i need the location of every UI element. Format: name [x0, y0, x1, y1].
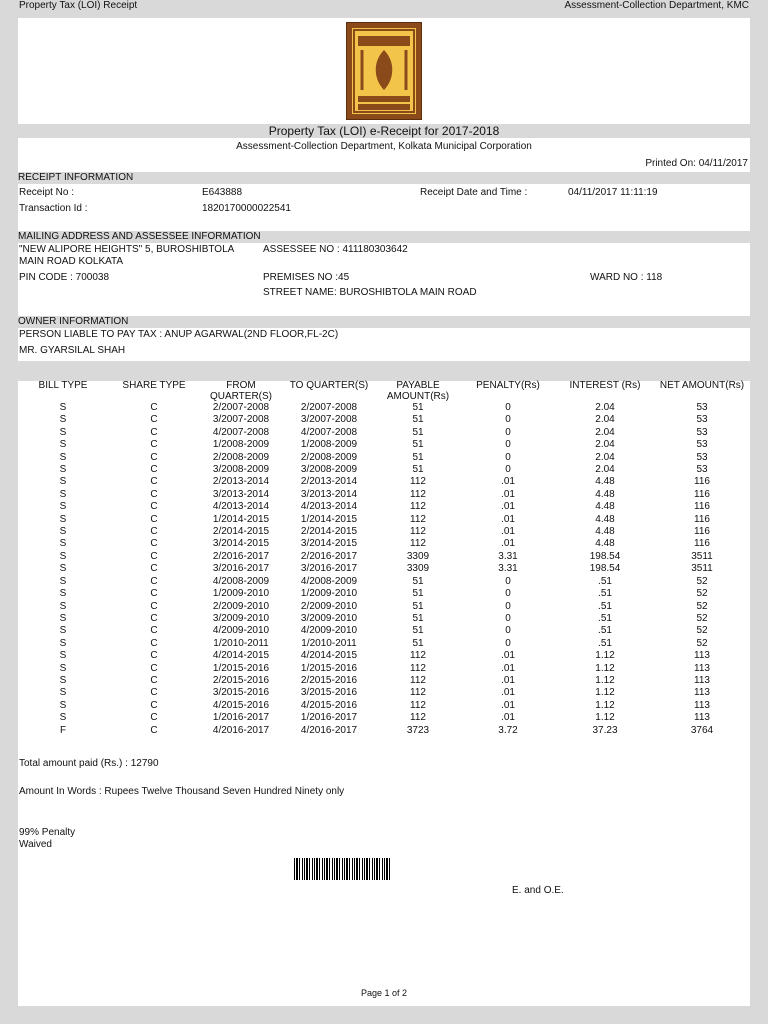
table-cell: 112: [410, 526, 426, 538]
table-row: [18, 452, 750, 464]
table-cell: 4/2007-2008: [212, 426, 270, 438]
receipt-page: [18, 18, 750, 1006]
table-cell: S: [59, 687, 67, 699]
table-cell: 3/2015-2016: [300, 687, 358, 699]
table-cell: 4.48: [595, 488, 615, 500]
table-row: [18, 538, 750, 550]
table-cell: 0: [505, 439, 511, 451]
table-cell: 2.04: [595, 402, 615, 413]
header-right: Assessment-Collection Department, KMC: [564, 0, 749, 11]
table-row: [18, 476, 750, 488]
table-cell: 51: [412, 451, 424, 463]
table-row: [18, 414, 750, 426]
table-cell: 1/2014-2015: [212, 513, 270, 525]
table-cell: 1/2010-2011: [301, 637, 357, 649]
table-cell: 3/2014-2015: [212, 538, 270, 550]
table-cell: 2/2015-2016: [212, 674, 270, 686]
table-cell: 3/2009-2010: [300, 612, 358, 624]
table-cell: 53: [696, 426, 708, 438]
table-cell: 2/2014-2015: [300, 526, 358, 538]
table-cell: 1.12: [595, 687, 615, 699]
table-cell: S: [59, 612, 67, 624]
table-cell: 4/2009-2010: [212, 625, 270, 637]
table-row: [18, 650, 750, 662]
table-cell: S: [59, 600, 67, 612]
table-cell: 53: [696, 414, 708, 426]
table-cell: 2/2013-2014: [212, 476, 270, 488]
table-cell: 3/2008-2009: [300, 464, 358, 476]
table-cell: S: [59, 501, 67, 513]
table-cell: C: [150, 637, 158, 649]
table-cell: 4.48: [595, 526, 615, 538]
table-cell: 3511: [691, 550, 713, 562]
table-cell: 2/2013-2014: [300, 476, 358, 488]
table-cell: .51: [598, 612, 612, 624]
table-cell: 116: [694, 526, 710, 538]
table-cell: C: [150, 563, 158, 575]
receipt-title: Property Tax (LOI) e-Receipt for 2017-2018: [268, 124, 500, 138]
table-cell: 0: [505, 402, 511, 413]
column-header: PENALTY(Rs): [476, 380, 540, 391]
table-cell: 112: [410, 501, 426, 513]
premises-no: PREMISES NO :45: [263, 272, 350, 283]
table-cell: 113: [694, 687, 710, 699]
table-cell: .01: [501, 476, 515, 488]
table-cell: 2/2015-2016: [300, 674, 358, 686]
table-cell: 1/2014-2015: [300, 513, 358, 525]
table-cell: 51: [412, 402, 424, 413]
table-cell: 4/2007-2008: [300, 426, 358, 438]
table-cell: 2.04: [595, 451, 615, 463]
transaction-id-label: Transaction Id :: [19, 203, 88, 214]
table-row: [18, 687, 750, 699]
table-cell: S: [59, 476, 67, 488]
column-header: FROM QUARTER(S): [209, 380, 273, 402]
table-cell: 2/2007-2008: [300, 402, 358, 413]
e-and-oe: E. and O.E.: [512, 885, 564, 896]
table-cell: 0: [505, 426, 511, 438]
table-cell: S: [59, 637, 67, 649]
table-cell: 3.31: [498, 563, 518, 575]
receipt-no-value: E643888: [202, 187, 243, 198]
table-cell: C: [150, 526, 158, 538]
table-row: [18, 427, 750, 439]
table-cell: 51: [412, 575, 424, 587]
table-cell: C: [150, 612, 158, 624]
table-cell: 1/2009-2010: [300, 588, 358, 600]
table-cell: 0: [505, 451, 511, 463]
table-cell: S: [59, 402, 67, 413]
table-cell: C: [150, 712, 158, 724]
table-cell: 52: [696, 600, 708, 612]
table-cell: 3/2014-2015: [300, 538, 358, 550]
table-cell: C: [150, 488, 158, 500]
table-cell: 1/2009-2010: [212, 588, 270, 600]
table-cell: C: [150, 439, 158, 451]
table-cell: C: [150, 414, 158, 426]
table-cell: 51: [412, 612, 424, 624]
table-cell: C: [150, 575, 158, 587]
table-row: [18, 489, 750, 501]
table-cell: 4/2014-2015: [212, 650, 270, 662]
printed-on: Printed On: 04/11/2017: [645, 158, 748, 169]
table-cell: 4.48: [595, 538, 615, 550]
table-cell: .01: [501, 662, 515, 674]
table-row: [18, 625, 750, 637]
table-cell: 3309: [406, 563, 430, 575]
table-cell: 112: [410, 674, 426, 686]
table-cell: 0: [505, 600, 511, 612]
table-cell: 2/2016-2017: [300, 550, 358, 562]
table-cell: 51: [412, 414, 424, 426]
column-header: TO QUARTER(S): [289, 380, 369, 391]
table-cell: 113: [694, 662, 710, 674]
table-cell: 2/2008-2009: [300, 451, 358, 463]
table-cell: 198.54: [589, 563, 621, 575]
section-receipt-info: RECEIPT INFORMATION: [18, 172, 134, 183]
owner-line-2: MR. GYARSILAL SHAH: [19, 345, 126, 356]
table-cell: 113: [694, 650, 710, 662]
table-cell: C: [150, 451, 158, 463]
table-cell: S: [59, 563, 67, 575]
owner-line-1: PERSON LIABLE TO PAY TAX : ANUP AGARWAL(2ND FLOOR,FL-2C): [19, 329, 339, 340]
table-cell: 116: [694, 488, 710, 500]
table-cell: 2.04: [595, 464, 615, 476]
table-cell: .01: [501, 488, 515, 500]
table-cell: 1.12: [595, 712, 615, 724]
table-cell: 4/2016-2017: [300, 724, 358, 736]
table-cell: 4/2015-2016: [212, 699, 270, 711]
table-cell: 112: [410, 513, 426, 525]
table-cell: 0: [505, 625, 511, 637]
table-cell: S: [59, 526, 67, 538]
table-cell: C: [150, 699, 158, 711]
table-cell: C: [150, 650, 158, 662]
table-cell: 1.12: [595, 699, 615, 711]
table-cell: S: [59, 464, 67, 476]
penalty-note-line-2: Waived: [19, 839, 52, 850]
table-cell: S: [59, 625, 67, 637]
table-cell: 112: [410, 488, 426, 500]
receipt-date-value: 04/11/2017 11:11:19: [568, 187, 658, 198]
table-cell: 53: [696, 451, 708, 463]
table-row: [18, 526, 750, 538]
table-cell: 2/2008-2009: [212, 451, 270, 463]
table-row: [18, 501, 750, 513]
table-cell: C: [150, 426, 158, 438]
table-cell: .01: [501, 501, 515, 513]
table-cell: .01: [501, 699, 515, 711]
table-cell: 112: [410, 699, 426, 711]
table-cell: C: [150, 674, 158, 686]
table-cell: C: [150, 513, 158, 525]
table-cell: 4/2013-2014: [212, 501, 270, 513]
table-cell: S: [59, 712, 67, 724]
column-header: PAYABLE AMOUNT(Rs): [386, 380, 450, 402]
table-cell: 0: [505, 464, 511, 476]
table-cell: 112: [410, 538, 426, 550]
kmc-emblem-icon: [346, 22, 422, 120]
table-cell: 37.23: [592, 724, 618, 736]
table-row: [18, 576, 750, 588]
table-row: [18, 675, 750, 687]
table-cell: S: [59, 550, 67, 562]
table-cell: 3/2008-2009: [212, 464, 270, 476]
table-row: [18, 439, 750, 451]
table-cell: 116: [694, 513, 710, 525]
table-cell: 4/2008-2009: [300, 575, 358, 587]
table-row: [18, 402, 750, 414]
table-cell: 51: [412, 600, 424, 612]
receipt-date-label: Receipt Date and Time :: [420, 187, 528, 198]
table-cell: 2/2007-2008: [212, 402, 270, 413]
table-cell: 0: [505, 414, 511, 426]
street-name: STREET NAME: BUROSHIBTOLA MAIN ROAD: [263, 287, 477, 298]
table-cell: C: [150, 464, 158, 476]
table-cell: .51: [598, 588, 612, 600]
table-cell: 1/2008-2009: [212, 439, 270, 451]
section-mailing: MAILING ADDRESS AND ASSESSEE INFORMATION: [18, 231, 261, 242]
table-cell: 0: [505, 637, 511, 649]
table-row: [18, 725, 750, 737]
table-cell: 3/2007-2008: [212, 414, 270, 426]
table-cell: C: [150, 588, 158, 600]
table-cell: 53: [696, 464, 708, 476]
transaction-id-value: 1820170000022541: [202, 203, 291, 214]
table-cell: 2.04: [595, 439, 615, 451]
table-cell: 4.48: [595, 476, 615, 488]
address-line-1: "NEW ALIPORE HEIGHTS" 5, BUROSHIBTOLA: [19, 244, 235, 255]
table-cell: 4.48: [595, 513, 615, 525]
table-cell: S: [59, 588, 67, 600]
amount-in-words: Amount In Words : Rupees Twelve Thousand Seven Hundred Ninety only: [19, 786, 345, 797]
page-number: Page 1 of 2: [360, 988, 408, 998]
table-cell: 52: [696, 625, 708, 637]
penalty-note-line-1: 99% Penalty: [19, 827, 76, 838]
assessee-no: ASSESSEE NO : 411180303642: [263, 244, 408, 255]
table-cell: 4/2008-2009: [212, 575, 270, 587]
table-row: [18, 464, 750, 476]
table-cell: 113: [694, 699, 710, 711]
ward-no: WARD NO : 118: [590, 272, 663, 283]
table-cell: .01: [501, 674, 515, 686]
table-cell: S: [59, 451, 67, 463]
table-cell: 52: [696, 575, 708, 587]
column-header: BILL TYPE: [38, 380, 88, 391]
table-cell: 1/2015-2016: [212, 662, 270, 674]
table-row: [18, 613, 750, 625]
table-cell: 4.48: [595, 501, 615, 513]
table-cell: 52: [696, 612, 708, 624]
receipt-no-label: Receipt No :: [19, 187, 75, 198]
table-row: [18, 601, 750, 613]
table-cell: 1/2016-2017: [212, 712, 270, 724]
table-cell: 3511: [691, 563, 713, 575]
table-row: [18, 588, 750, 600]
table-cell: 0: [505, 575, 511, 587]
table-cell: C: [150, 402, 158, 413]
column-header: INTEREST (Rs): [569, 380, 641, 391]
table-cell: 1/2010-2011: [213, 637, 269, 649]
table-cell: 3/2013-2014: [300, 488, 358, 500]
table-cell: 112: [410, 687, 426, 699]
table-cell: 2/2014-2015: [212, 526, 270, 538]
table-cell: .51: [598, 575, 612, 587]
header-left: Property Tax (LOI) Receipt: [19, 0, 138, 11]
table-cell: 1/2015-2016: [300, 662, 358, 674]
table-row: [18, 700, 750, 712]
table-cell: S: [59, 488, 67, 500]
table-cell: 116: [694, 501, 710, 513]
table-cell: .51: [598, 637, 612, 649]
table-cell: 3/2016-2017: [300, 563, 358, 575]
table-row: [18, 638, 750, 650]
table-cell: 3764: [690, 724, 714, 736]
table-cell: 4/2016-2017: [212, 724, 270, 736]
table-cell: 4/2009-2010: [300, 625, 358, 637]
table-cell: .01: [501, 687, 515, 699]
table-cell: 3/2013-2014: [212, 488, 270, 500]
bill-table: [18, 380, 750, 737]
table-cell: 51: [412, 625, 424, 637]
table-cell: 4/2015-2016: [300, 699, 358, 711]
table-cell: S: [59, 513, 67, 525]
table-cell: 3309: [406, 550, 430, 562]
table-cell: 2.04: [595, 414, 615, 426]
table-row: [18, 514, 750, 526]
table-row: [18, 712, 750, 724]
table-cell: 112: [410, 476, 426, 488]
table-cell: 112: [410, 662, 426, 674]
total-amount: Total amount paid (Rs.) : 12790: [19, 758, 159, 769]
table-cell: .01: [501, 526, 515, 538]
table-cell: 3/2009-2010: [212, 612, 270, 624]
table-cell: 4/2014-2015: [300, 650, 358, 662]
table-cell: .01: [501, 513, 515, 525]
table-cell: 112: [410, 712, 426, 724]
table-cell: 1/2008-2009: [300, 439, 358, 451]
table-cell: S: [59, 538, 67, 550]
address-line-2: MAIN ROAD KOLKATA: [19, 256, 124, 267]
table-cell: S: [59, 674, 67, 686]
table-cell: 0: [505, 588, 511, 600]
table-cell: F: [59, 724, 67, 736]
table-cell: .51: [598, 625, 612, 637]
table-cell: S: [59, 699, 67, 711]
section-owner: OWNER INFORMATION: [18, 316, 129, 327]
table-cell: S: [59, 426, 67, 438]
table-cell: 51: [412, 426, 424, 438]
table-cell: C: [150, 538, 158, 550]
table-cell: 2/2009-2010: [300, 600, 358, 612]
pin-code: PIN CODE : 700038: [19, 272, 110, 283]
table-cell: C: [150, 550, 158, 562]
table-cell: 198.54: [589, 550, 621, 562]
table-cell: 3/2016-2017: [212, 563, 270, 575]
table-cell: .01: [501, 712, 515, 724]
table-cell: .01: [501, 650, 515, 662]
table-cell: C: [150, 687, 158, 699]
table-cell: 3.31: [498, 550, 518, 562]
table-cell: 1.12: [595, 662, 615, 674]
table-cell: C: [150, 662, 158, 674]
table-cell: C: [150, 600, 158, 612]
table-cell: 3/2007-2008: [300, 414, 358, 426]
table-cell: 113: [694, 712, 710, 724]
table-cell: C: [150, 625, 158, 637]
column-header: NET AMOUNT(Rs): [659, 380, 745, 391]
table-cell: 116: [694, 538, 710, 550]
table-cell: S: [59, 650, 67, 662]
table-cell: 53: [696, 402, 708, 413]
table-cell: 3.72: [498, 724, 518, 736]
table-cell: 51: [412, 464, 424, 476]
table-cell: 2/2009-2010: [212, 600, 270, 612]
table-cell: S: [59, 439, 67, 451]
table-cell: .01: [501, 538, 515, 550]
table-cell: 51: [412, 588, 424, 600]
table-cell: 1/2016-2017: [300, 712, 358, 724]
table-cell: 0: [505, 612, 511, 624]
table-row: [18, 563, 750, 575]
receipt-subtitle: Assessment-Collection Department, Kolkata Municipal Corporation: [236, 141, 532, 152]
table-cell: S: [59, 662, 67, 674]
table-cell: S: [59, 575, 67, 587]
table-cell: 51: [412, 439, 424, 451]
table-cell: 113: [694, 674, 710, 686]
table-cell: 1.12: [595, 674, 615, 686]
table-cell: S: [59, 414, 67, 426]
table-cell: 1.12: [595, 650, 615, 662]
table-cell: 2.04: [595, 426, 615, 438]
table-row: [18, 663, 750, 675]
table-cell: C: [150, 724, 158, 736]
table-cell: 53: [696, 439, 708, 451]
table-cell: C: [150, 476, 158, 488]
barcode-icon: [294, 858, 390, 880]
table-cell: 112: [410, 650, 426, 662]
table-cell: 2/2016-2017: [212, 550, 270, 562]
table-cell: C: [150, 501, 158, 513]
table-cell: .51: [598, 600, 612, 612]
table-cell: 3723: [406, 724, 430, 736]
table-cell: 4/2013-2014: [300, 501, 358, 513]
table-cell: 116: [694, 476, 710, 488]
table-cell: 52: [696, 637, 708, 649]
table-cell: 3/2015-2016: [212, 687, 270, 699]
table-cell: 52: [696, 588, 708, 600]
column-header: SHARE TYPE: [122, 380, 186, 391]
table-cell: 51: [412, 637, 424, 649]
table-row: [18, 551, 750, 563]
